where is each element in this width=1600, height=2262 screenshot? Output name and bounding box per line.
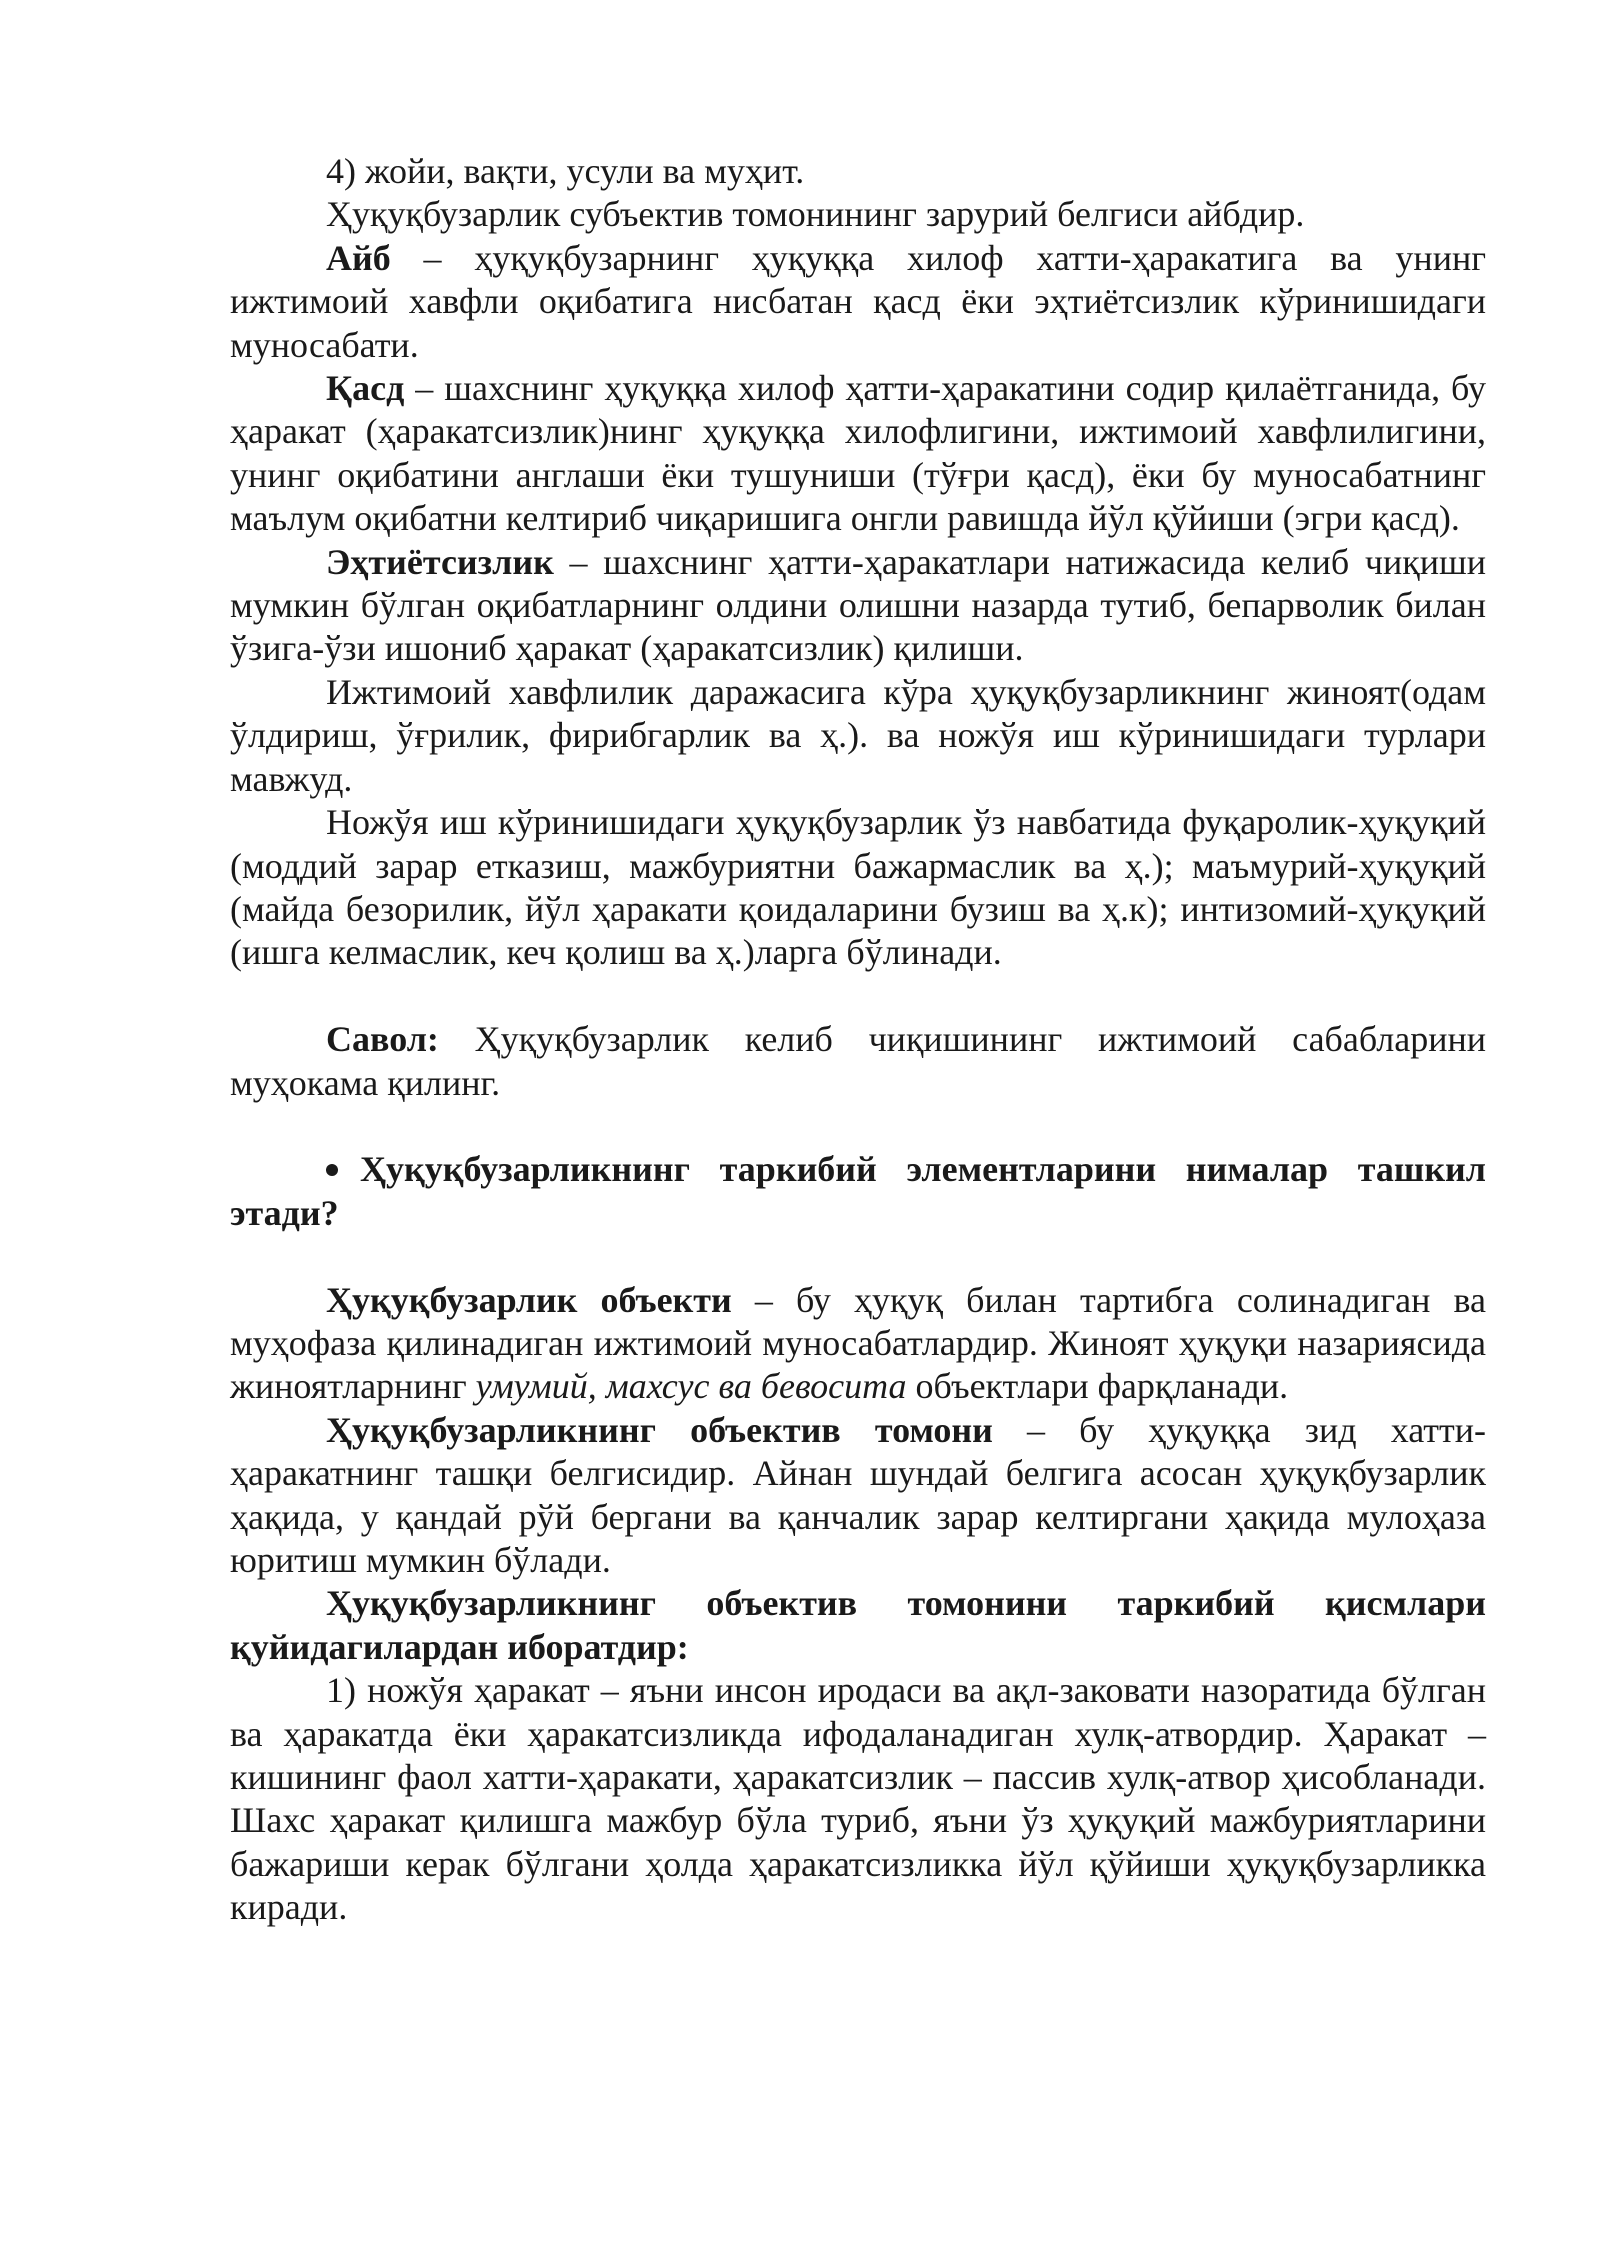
spacer <box>230 975 1486 1018</box>
spacer <box>230 1235 1486 1278</box>
term-negligence: Эҳтиётсизлик <box>326 541 554 582</box>
question-label: Савол: <box>326 1019 439 1060</box>
bullet-heading-text: Ҳуқуқбузарликнинг таркибий элементларини нималар ташкил этади? <box>230 1149 1486 1233</box>
question-text: Ҳуқуқбузарлик келиб чиқишининг ижтимоий сабабларини муҳокама қилинг. <box>230 1019 1486 1103</box>
paragraph-question <box>230 1018 1486 1105</box>
paragraph-guilt-intro: Ҳуқуқбузарлик субъектив томонининг зарурий белгиси айбдир. <box>326 194 1305 235</box>
definition-negligence: – шахснинг ҳатти-ҳаракатлари натижасида келиб чиқиши мумкин бўлган оқибатларнинг олдини олишни назарда тутиб, бепарволик билан ўзига-ўзи ишониб ҳаракат (ҳаракатсизлик) қилиши. <box>230 541 1486 669</box>
spacer <box>230 1105 1486 1148</box>
term-guilt: Айб <box>326 237 391 278</box>
paragraph-object-definition <box>230 1279 1486 1409</box>
paragraph-negligence-definition <box>230 541 1486 671</box>
definition-object-b: объектлари фарқланади. <box>906 1366 1289 1407</box>
paragraph-guilt-definition <box>230 237 1486 367</box>
paragraph-intent-definition <box>230 367 1486 541</box>
definition-object-italic: умумий, махсус ва бевосита <box>475 1366 907 1407</box>
definition-objective-side: – бу ҳуқуққа зид хатти-ҳаракатнинг ташқи белгисидир. Айнан шундай белгига асосан ҳуқуқбузарлик ҳақида, у қандай рўй бергани ва қанчалик зарар келтиргани ҳақида мулоҳаза юритиш мумкин бўлади. <box>230 1409 1486 1580</box>
definition-object-a: – бу ҳуқуқ билан тартибга солинадиган ва муҳофаза қилинадиган ижтимоий муносабатлардир. Жиноят ҳуқуқи назариясида жиноятларнинг <box>230 1279 1486 1407</box>
paragraph-danger-levels: Ижтимоий хавфлилик даражасига кўра ҳуқуқбузарликнинг жиноят(одам ўлдириш, ўғрилик, фирибгарлик ва ҳ.). ва ножўя иш кўринишидаги турлари мавжуд. <box>230 671 1486 799</box>
term-intent: Қасд <box>326 368 405 409</box>
bullet-heading <box>230 1148 1486 1235</box>
term-object: Ҳуқуқбузарлик объекти <box>326 1279 732 1320</box>
paragraph-misconduct-types: Ножўя иш кўринишидаги ҳуқуқбузарлик ўз навбатида фуқаролик-ҳуқуқий (моддий зарар етказиш, мажбуриятни бажармаслик ва ҳ.); маъмурий-ҳуқуқий (майда безорилик, йўл ҳаракати қоидаларини бузиш ва ҳ.к); интизомий-ҳуқуқий (ишга келмаслик, кеч қолиш ва ҳ.)ларга бўлинади. <box>230 802 1486 973</box>
term-objective-side: Ҳуқуқбузарликнинг объектив томони <box>326 1409 993 1450</box>
definition-guilt: – ҳуқуқбузарнинг ҳуқуққа хилоф хатти-ҳаракатига ва унинг ижтимоий хавфли оқибатига нисбатан қасд ёки эҳтиётсизлик кўринишидаги муносабати. <box>230 237 1486 365</box>
definition-intent: – шахснинг ҳуқуққа хилоф ҳатти-ҳаракатини содир қилаётганида, бу ҳаракат (ҳаракатсизлик)нинг ҳуқуққа хилофлигини, ижтимоий хавфлилигини, унинг оқибатини англаши ёки тушуниши (тўғри қасд), ёки бу муносабатнинг маълум оқибатни келтириб чиқаришига онгли равишда йўл қўйиши (эгри қасд). <box>230 368 1486 539</box>
document-page <box>230 150 1486 1930</box>
paragraph-components-heading: Ҳуқуқбузарликнинг объектив томонини таркибий қисмлари қуйидагилардан иборатдир: <box>230 1583 1486 1667</box>
bullet-icon <box>326 1164 338 1176</box>
paragraph-objective-side <box>230 1409 1486 1583</box>
paragraph-misconduct-action: 1) ножўя ҳаракат – яъни инсон иродаси ва ақл-заковати назоратида бўлган ва ҳаракатда ёки ҳаракатсизликда ифодаланадиган хулқ-атвордир. Ҳаракат – кишининг фаол хатти-ҳаракати, ҳаракатсизлик – пассив хулқ-атвор ҳисобланади. Шахс ҳаракат қилишга мажбур бўла туриб, яъни ўз ҳуқуқий мажбуриятларини бажариши керак бўлгани ҳолда ҳаракатсизликка йўл қўйиши ҳуқуқбузарликка киради. <box>230 1670 1486 1928</box>
paragraph-place-time: 4) жойи, вақти, усули ва муҳит. <box>326 151 805 191</box>
